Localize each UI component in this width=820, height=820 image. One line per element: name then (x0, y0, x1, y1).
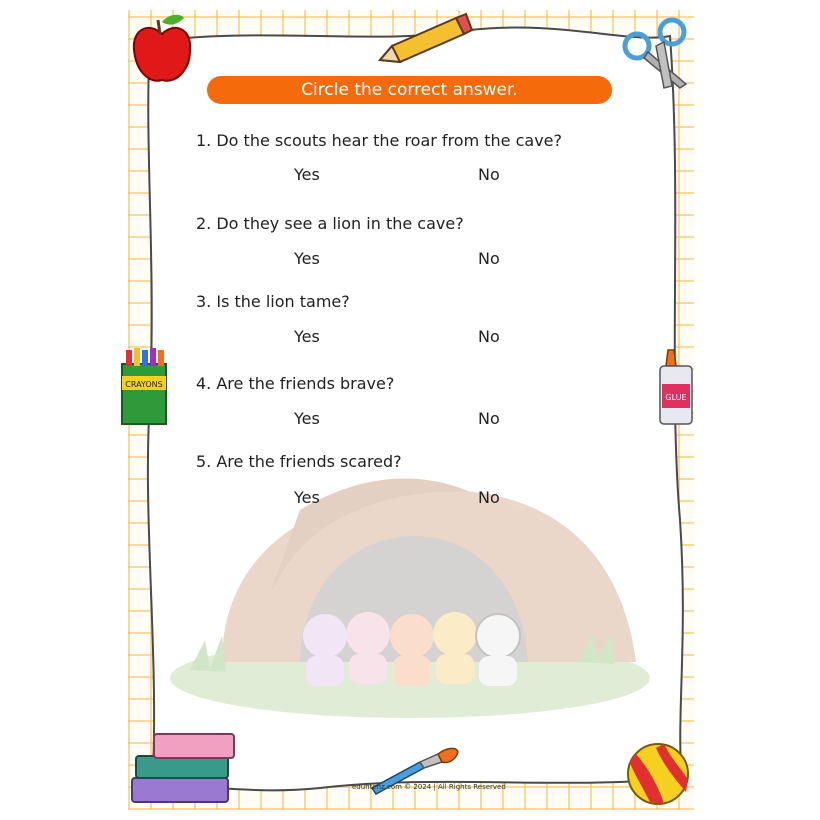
glue-icon (660, 350, 692, 424)
instruction-banner: Circle the correct answer. (207, 76, 612, 104)
question-4: 4. Are the friends brave? (196, 374, 395, 393)
beach-ball-icon (628, 744, 688, 804)
answer-yes-4[interactable]: Yes (294, 409, 320, 428)
question-3: 3. Is the lion tame? (196, 292, 350, 311)
question-2: 2. Do they see a lion in the cave? (196, 214, 464, 233)
scissors-icon (625, 20, 686, 88)
answer-no-3[interactable]: No (478, 327, 500, 346)
crayon-box-icon (122, 348, 166, 424)
crayon-box-label: CRAYONS (125, 380, 163, 389)
question-5: 5. Are the friends scared? (196, 452, 402, 471)
pencil-icon (380, 14, 472, 62)
answer-no-4[interactable]: No (478, 409, 500, 428)
apple-icon (134, 15, 190, 81)
answer-yes-1[interactable]: Yes (294, 165, 320, 184)
question-1: 1. Do the scouts hear the roar from the cave? (196, 131, 562, 150)
answer-yes-5[interactable]: Yes (294, 488, 320, 507)
copyright-footer: edufitenz.com © 2024 | All Rights Reserved (352, 783, 506, 791)
answer-yes-2[interactable]: Yes (294, 249, 320, 268)
answer-yes-3[interactable]: Yes (294, 327, 320, 346)
answer-no-1[interactable]: No (478, 165, 500, 184)
answer-no-5[interactable]: No (478, 488, 500, 507)
books-icon (132, 734, 234, 802)
glue-label: GLUE (665, 393, 687, 402)
answer-no-2[interactable]: No (478, 249, 500, 268)
